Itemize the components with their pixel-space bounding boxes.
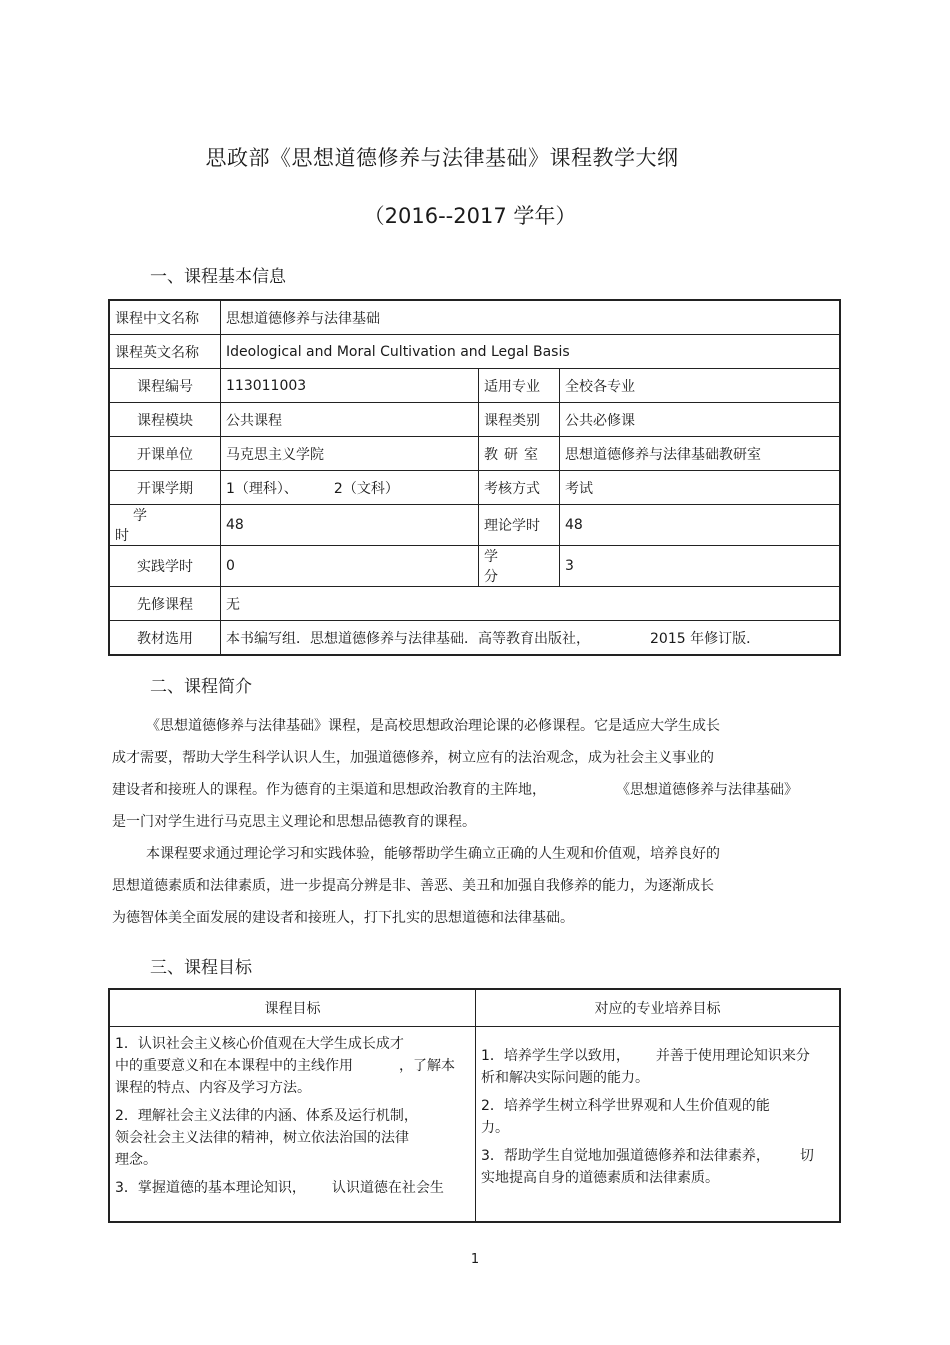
- hours-label: 学时: [109, 505, 221, 546]
- target-3c: 实地提高自身的道德素质和法律素质。: [481, 1170, 719, 1186]
- goal-3: [115, 1177, 470, 1199]
- category-label: 课程类别: [479, 403, 560, 437]
- goal-1d: 课程的特点、内容及学习方法。: [115, 1080, 311, 1096]
- goals-header-col2: 对应的专业培养目标: [476, 989, 841, 1027]
- code-value: 113011003: [221, 369, 479, 403]
- target-1: [481, 1045, 834, 1089]
- goal-2c: 理念。: [115, 1152, 157, 1168]
- section-heading-intro: 二、课程简介: [150, 677, 252, 697]
- textbook-a: 本书编写组．思想道德修养与法律基础．高等教育出版社，: [226, 630, 590, 647]
- intro-line-b: 《思想道德修养与法律基础》: [616, 782, 798, 798]
- theory-label: 理论学时: [479, 505, 560, 546]
- module-label: 课程模块: [109, 403, 221, 437]
- target-1b: 并善于使用理论知识来分: [655, 1048, 810, 1064]
- intro-line: 《思想道德修养与法律基础》课程，是高校思想政治理论课的必修课程。它是适应大学生成长: [146, 718, 720, 734]
- intro-line: 是一门对学生进行马克思主义理论和思想品德教育的课程。: [112, 814, 476, 830]
- cn-name-label: 课程中文名称: [109, 300, 221, 335]
- target-2: [481, 1095, 834, 1139]
- academic-year: （2016--2017 学年）: [363, 204, 577, 228]
- semester-value: [221, 471, 479, 505]
- goals-right-cell: [476, 1027, 841, 1223]
- course-info-table: [108, 299, 841, 656]
- table-row: [109, 989, 840, 1027]
- unit-value: 马克思主义学院: [221, 437, 479, 471]
- practice-label: 实践学时: [109, 546, 221, 587]
- en-name-value: Ideological and Moral Cultivation and Legal Basis: [221, 335, 841, 369]
- goal-3a: 3．掌握道德的基本理论知识，: [115, 1180, 306, 1196]
- goal-1b: 中的重要意义和在本课程中的主线作用: [115, 1058, 353, 1074]
- code-label: 课程编号: [109, 369, 221, 403]
- office-label: 教研室: [479, 437, 560, 471]
- hours-value: 48: [221, 505, 479, 546]
- semester-b: 2（文科）: [333, 480, 399, 497]
- credit-label: 学分: [479, 546, 560, 587]
- target-1a: 1．培养学生学以致用，: [481, 1048, 630, 1064]
- intro-line: [112, 774, 842, 806]
- intro-line: 本课程要求通过理论学习和实践体验，能够帮助学生确立正确的人生观和价值观，培养良好的: [146, 846, 720, 862]
- goals-left-cell: [109, 1027, 476, 1223]
- prereq-label: 先修课程: [109, 587, 221, 621]
- goals-header-col1: 课程目标: [109, 989, 476, 1027]
- goal-2a: 2．理解社会主义法律的内涵、体系及运行机制，: [115, 1108, 418, 1124]
- unit-label: 开课单位: [109, 437, 221, 471]
- target-2a: 2．培养学生树立科学世界观和人生价值观的能: [481, 1098, 770, 1114]
- course-goals-table: [108, 988, 841, 1223]
- textbook-value: [221, 621, 841, 656]
- intro-line: 成才需要，帮助大学生科学认识人生，加强道德修养，树立应有的法治观念，成为社会主义事业的: [112, 750, 714, 766]
- intro-line: 思想道德素质和法律素质，进一步提高分辨是非、善恶、美丑和加强自我修养的能力，为逐渐成长: [112, 878, 714, 894]
- section-heading-goals: 三、课程目标: [150, 958, 252, 978]
- table-row: [109, 369, 840, 403]
- major-value: 全校各专业: [560, 369, 841, 403]
- goal-2b: 领会社会主义法律的精神，树立依法治国的法律: [115, 1130, 409, 1146]
- practice-value: 0: [221, 546, 479, 587]
- target-3b: 切: [799, 1148, 814, 1164]
- goal-2: [115, 1105, 470, 1171]
- goal-1a: 1．认识社会主义核心价值观在大学生成长成才: [115, 1036, 404, 1052]
- target-3: [481, 1145, 834, 1189]
- target-3a: 3．帮助学生自觉地加强道德修养和法律素养，: [481, 1148, 770, 1164]
- category-value: 公共必修课: [560, 403, 841, 437]
- course-intro: [112, 710, 842, 934]
- intro-line: 为德智体美全面发展的建设者和接班人，打下扎实的思想道德和法律基础。: [112, 910, 574, 926]
- office-value: 思想道德修养与法律基础教研室: [560, 437, 841, 471]
- semester-a: 1（理科）、: [226, 480, 298, 497]
- table-row: [109, 335, 840, 369]
- target-2b: 力。: [481, 1120, 509, 1136]
- table-row: [109, 505, 840, 546]
- textbook-b: 2015 年修订版．: [650, 630, 761, 647]
- target-1c: 析和解决实际问题的能力。: [481, 1070, 649, 1086]
- document-title: 思政部《思想道德修养与法律基础》课程教学大纲: [205, 146, 679, 170]
- table-row: [109, 546, 840, 587]
- table-row: [109, 437, 840, 471]
- semester-label: 开课学期: [109, 471, 221, 505]
- table-row: [109, 587, 840, 621]
- textbook-label: 教材选用: [109, 621, 221, 656]
- theory-value: 48: [560, 505, 841, 546]
- page-number: 1: [470, 1252, 480, 1267]
- exam-value: 考试: [560, 471, 841, 505]
- table-row: [109, 1027, 840, 1223]
- intro-line-a: 建设者和接班人的课程。作为德育的主渠道和思想政治教育的主阵地，: [112, 782, 546, 798]
- goal-1c: ，了解本: [399, 1058, 455, 1074]
- credit-value: 3: [560, 546, 841, 587]
- prereq-value: 无: [221, 587, 841, 621]
- goal-3b: 认识道德在社会生: [331, 1180, 444, 1196]
- goal-1: [115, 1033, 470, 1099]
- en-name-label: 课程英文名称: [109, 335, 221, 369]
- table-row: [109, 403, 840, 437]
- exam-label: 考核方式: [479, 471, 560, 505]
- table-row: [109, 621, 840, 656]
- section-heading-basic-info: 一、课程基本信息: [150, 267, 286, 287]
- table-row: [109, 471, 840, 505]
- module-value: 公共课程: [221, 403, 479, 437]
- table-row: [109, 300, 840, 335]
- major-label: 适用专业: [479, 369, 560, 403]
- cn-name-value: 思想道德修养与法律基础: [221, 300, 841, 335]
